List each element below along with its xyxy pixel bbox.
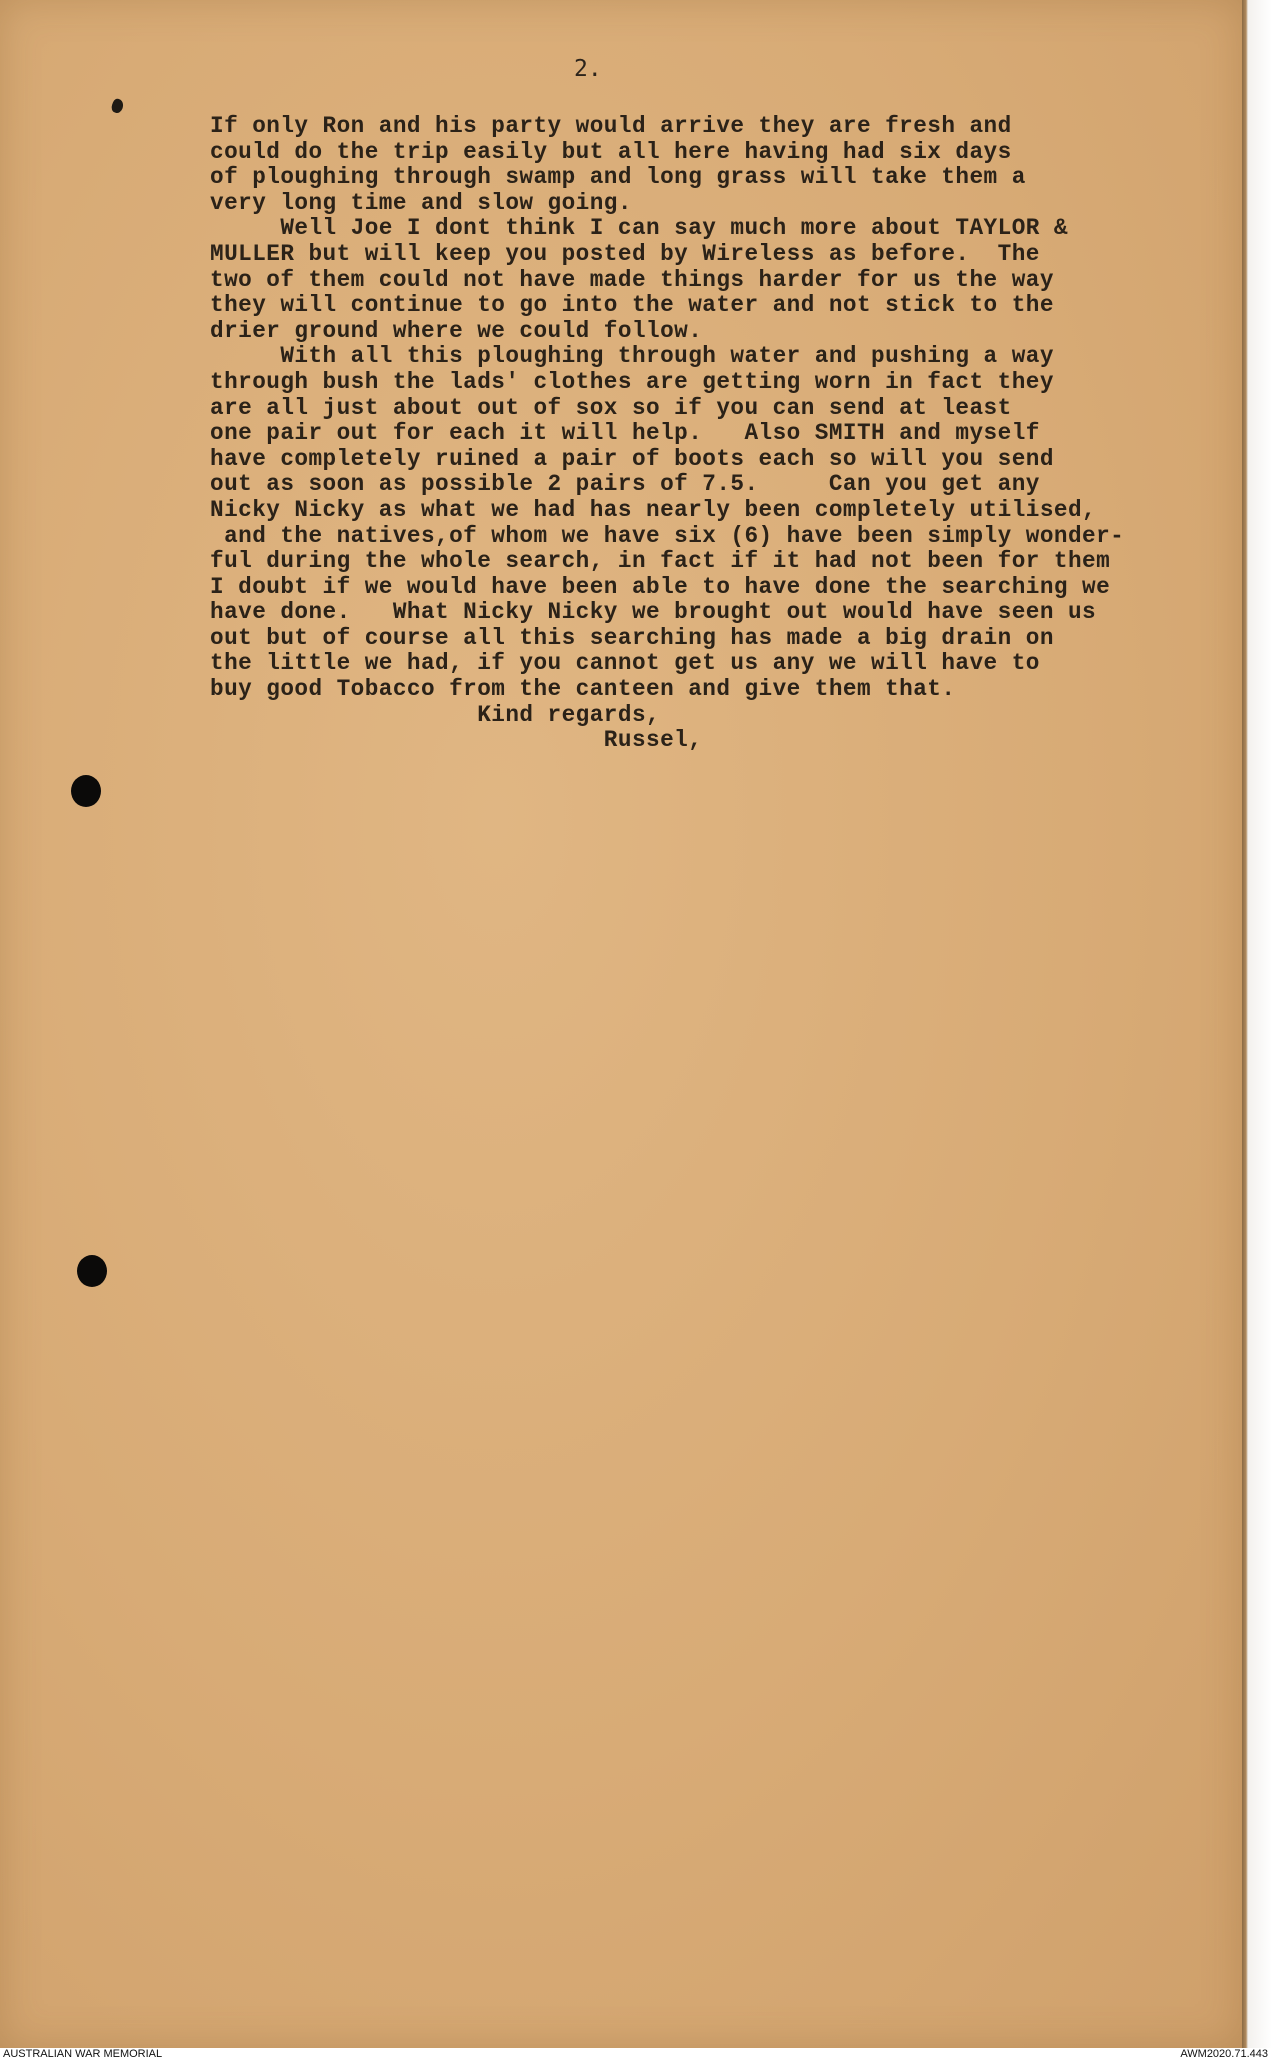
punch-hole [71, 775, 101, 807]
text-line: have done. What Nicky Nicky we brought out would have seen us [210, 599, 1097, 626]
text-line: Well Joe I dont think I can say much more about TAYLOR & [210, 215, 1068, 242]
punch-hole [77, 1255, 107, 1287]
text-line: are all just about out of sox so if you can send at least [210, 394, 1012, 421]
text-line: out as soon as possible 2 pairs of 7.5. Can you get any [210, 471, 1040, 498]
text-line: two of them could not have made things harder for us the way [210, 266, 1054, 293]
text-line: and the natives,of whom we have six (6) have been simply wonder- [210, 522, 1125, 549]
text-line: of ploughing through swamp and long grass will take them a [210, 164, 1026, 191]
text-line: could do the trip easily but all here having had six days [210, 138, 1012, 165]
text-line: out but of course all this searching has made a big drain on [210, 624, 1054, 651]
text-line: I doubt if we would have been able to have done the searching we [210, 573, 1111, 600]
footer-accession-number: AWM2020.71.443 [1180, 2048, 1268, 2060]
text-line: they will continue to go into the water and not stick to the [210, 292, 1054, 319]
page-number: 2. [574, 56, 602, 82]
text-line: very long time and slow going. [210, 189, 632, 216]
text-line: drier ground where we could follow. [210, 317, 703, 344]
text-line: Russel, [210, 727, 703, 754]
text-line: If only Ron and his party would arrive they are fresh and [210, 113, 1012, 139]
text-line: With all this ploughing through water and pushing a way [210, 343, 1054, 370]
text-line: have completely ruined a pair of boots each so will you send [210, 445, 1054, 472]
text-line: the little we had, if you cannot get us any we will have to [210, 650, 1040, 677]
text-line: one pair out for each it will help. Also SMITH and myself [210, 420, 1040, 447]
page-edge [1242, 0, 1272, 2048]
footer-credit: AUSTRALIAN WAR MEMORIAL [3, 2048, 163, 2060]
text-line: buy good Tobacco from the canteen and give them that. [210, 676, 956, 703]
text-line: through bush the lads' clothes are getting worn in fact they [210, 368, 1054, 395]
text-line: Nicky Nicky as what we had has nearly been completely utilised, [210, 496, 1097, 523]
letter-body [210, 114, 1220, 754]
ink-mark [110, 98, 125, 115]
text-line: MULLER but will keep you posted by Wireless as before. The [210, 240, 1040, 267]
text-line: Kind regards, [210, 701, 661, 728]
text-line: ful during the whole search, in fact if it had not been for them [210, 548, 1111, 575]
